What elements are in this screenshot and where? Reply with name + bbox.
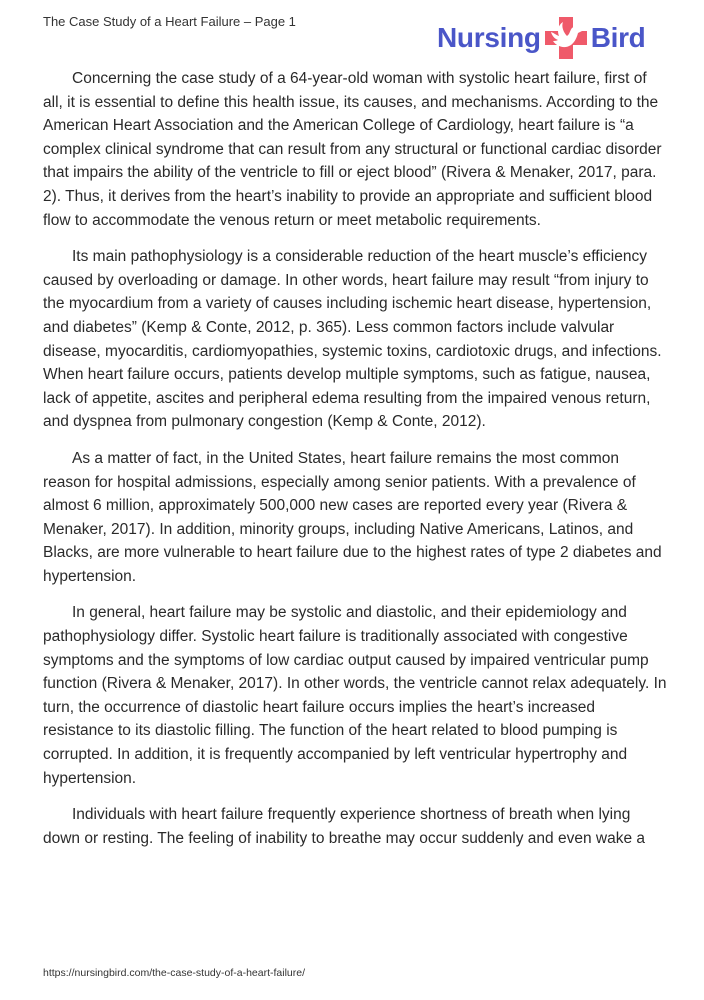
paragraph: In general, heart failure may be systolic and diastolic, and their epidemiology and pathophysiology differ. Systolic heart failure is traditionally associated with congestive symptoms and the symptoms of low cardiac output caused by impaired ventricular pump function (Rivera & Menaker, 2017). In other words, the ventricle cannot relax adequately. In turn, the occurrence of diastolic heart failure occurs implies the heart’s increased resistance to its diastolic filling. The function of the heart related to blood pumping is corrupted. In addition, it is frequently accompanied by left ventricular hypertrophy and hypertension. xyxy=(43,604,667,787)
red-cross-bird-icon xyxy=(545,17,587,59)
nursingbird-logo[interactable] xyxy=(437,18,646,58)
document-body xyxy=(43,67,669,863)
paragraph: Individuals with heart failure frequently experience shortness of breath when lying down or resting. The feeling of inability to breathe may occur suddenly and even wake a xyxy=(43,806,645,847)
footer-url-link[interactable]: https://nursingbird.com/the-case-study-of-a-heart-failure/ xyxy=(43,967,306,979)
logo-word-bird: Bird xyxy=(590,22,646,53)
paragraph: Concerning the case study of a 64-year-old woman with systolic heart failure, first of all, it is essential to define this health issue, its causes, and mechanisms. According to the American Heart Association and the American College of Cardiology, heart failure is “a complex clinical syndrome that can result from any structural or functional cardiac disorder that impairs the ability of the ventricle to fill or eject blood” (Rivera & Menaker, 2017, para. 2). Thus, it derives from the heart’s inability to provide an appropriate and sufficient blood flow to accommodate the venous return or meet metabolic requirements. xyxy=(43,70,662,229)
paragraph: As a matter of fact, in the United States, heart failure remains the most common reason for hospital admissions, especially among senior patients. With a prevalence of almost 6 million, approximately 500,000 new cases are reported every year (Rivera & Menaker, 2017). In addition, minority groups, including Native Americans, Latinos, and Blacks, are more vulnerable to heart failure due to the highest rates of type 2 diabetes and hypertension. xyxy=(43,449,662,585)
logo-word-nursing: Nursing xyxy=(437,22,541,53)
paragraph: Its main pathophysiology is a considerable reduction of the heart muscle’s efficiency caused by overloading or damage. In other words, heart failure may result “from injury to the myocardium from a variety of causes including ischemic heart disease, hypertension, and diabetes” (Kemp & Conte, 2012, p. 365). Less common factors include valvular disease, myocarditis, cardiomyopathies, systemic toxins, cardiotoxic drugs, and infections. When heart failure occurs, patients develop multiple symptoms, such as fatigue, nausea, lack of appetite, ascites and peripheral edema resulting from the impaired venous return, and dyspnea from pulmonary congestion (Kemp & Conte, 2012). xyxy=(43,248,662,431)
page-header-title: The Case Study of a Heart Failure – Page 1 xyxy=(43,14,296,29)
